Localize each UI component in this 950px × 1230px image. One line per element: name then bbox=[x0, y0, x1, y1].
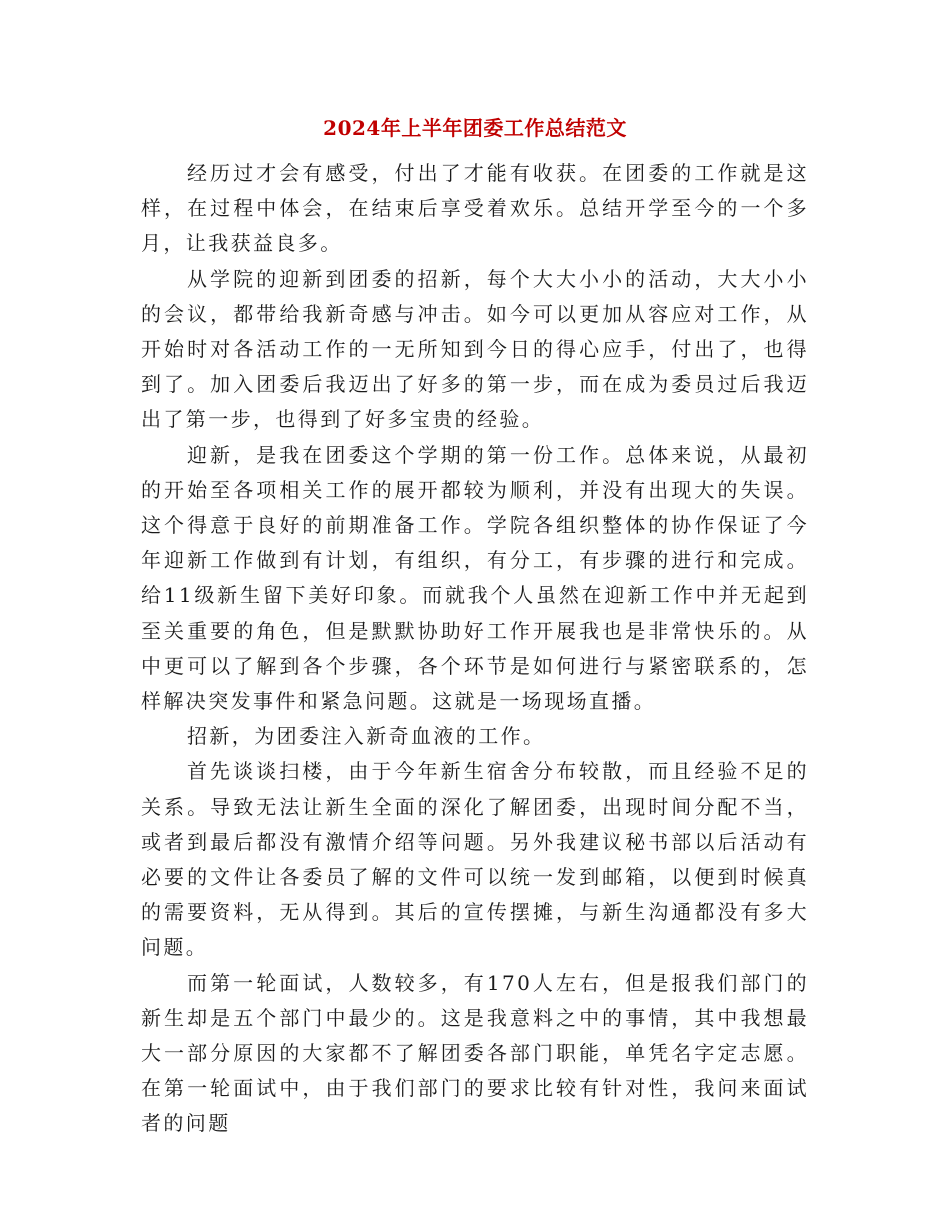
paragraph: 经历过才会有感受，付出了才能有收获。在团委的工作就是这样，在过程中体会，在结束后享受着欢乐。总结开学至今的一个多月，让我获益良多。 bbox=[141, 161, 809, 256]
document-title: 2024年上半年团委工作总结范文 bbox=[323, 116, 627, 140]
paragraph: 招新，为团委注入新奇血液的工作。 bbox=[187, 724, 546, 749]
paragraph: 迎新，是我在团委这个学期的第一份工作。总体来说，从最初的开始至各项相关工作的展开都较为顺利，并没有出现大的失误。这个得意于良好的前期准备工作。学院各组织整体的协作保证了今年迎新工作做到有计划，有组织，有分工，有步骤的进行和完成。给11级新生留下美好印象。而就我个人虽然在迎新工作中并无起到至关重要的角色，但是默默协助好工作开展我也是非常快乐的。从中更可以了解到各个步骤，各个环节是如何进行与紧密联系的，怎样解决突发事件和紧急问题。这就是一场现场直播。 bbox=[141, 442, 809, 714]
paragraph: 而第一轮面试，人数较多，有170人左右，但是报我们部门的新生却是五个部门中最少的。这是我意料之中的事情，其中我想最大一部分原因的大家都不了解团委各部门职能，单凭名字定志愿。在第一轮面试中，由于我们部门的要求比较有针对性，我问来面试者的问题 bbox=[141, 970, 809, 1136]
document-body bbox=[141, 156, 809, 1142]
paragraph: 首先谈谈扫楼，由于今年新生宿舍分布较散，而且经验不足的关系。导致无法让新生全面的深化了解团委，出现时间分配不当，或者到最后都没有激情介绍等问题。另外我建议秘书部以后活动有必要的文件让各委员了解的文件可以统一发到邮箱，以便到时候真的需要资料，无从得到。其后的宣传摆摊，与新生沟通都没有多大问题。 bbox=[141, 759, 809, 960]
paragraph: 从学院的迎新到团委的招新，每个大大小小的活动，大大小小的会议，都带给我新奇感与冲击。如今可以更加从容应对工作，从开始时对各活动工作的一无所知到今日的得心应手，付出了，也得到了。加入团委后我迈出了好多的第一步，而在成为委员过后我迈出了第一步，也得到了好多宝贵的经验。 bbox=[141, 266, 809, 432]
